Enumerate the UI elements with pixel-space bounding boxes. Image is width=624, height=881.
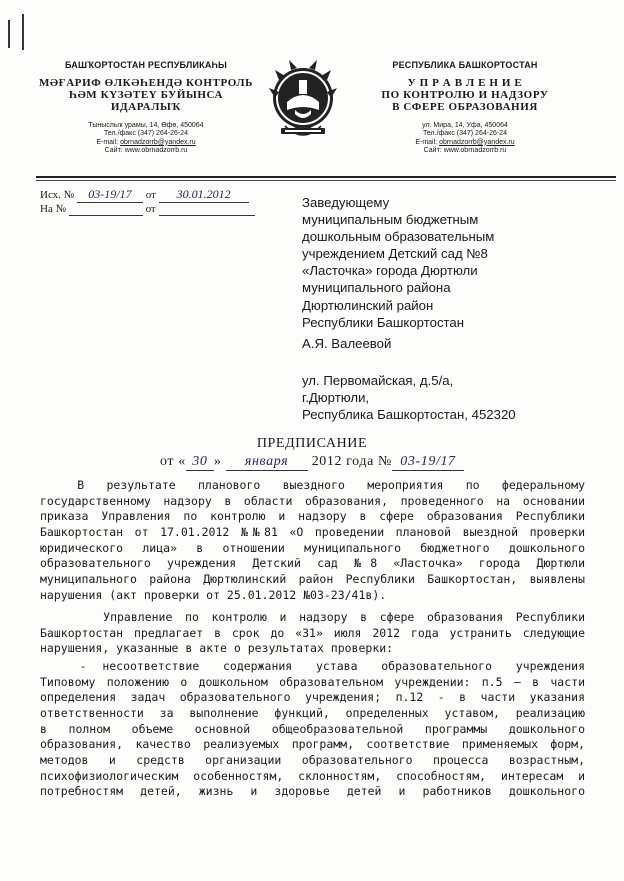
- org-name-bashkir: МӘҒАРИФ ӨЛКӘҺЕНДӘ КОНТРОЛЬ ҺӘМ КҮЗӘТЕҮ БУЙЫНСА ИДАРАЛЫҠ: [38, 77, 254, 113]
- emblem-icon: [265, 58, 341, 144]
- republic-name-bashkir: БАШҠОРТОСТАН РЕСПУБЛИКАҺЫ: [64, 60, 228, 70]
- outgoing-number: 03-19/17: [77, 187, 143, 203]
- republic-name-russian: РЕСПУБЛИКА БАШКОРТОСТАН: [392, 60, 538, 70]
- body-paragraph-violations: - несоответствие содержания устава образовательного учреждения Типовому положению о дошкольном образовательном учреждении: п.5 – в части определения задач образовательного учреждения; п.12 - в части указания ответственности за выполнение функций, определенных уставом, реализацию в полном объеме основной общеобразовательной программы дошкольного образования, качество реализуемых программ, соответствие применяемых форм, методов и средств организации образовательного процесса возрастным, психофизиологическим особенностям, склонностям, способностям, интересам и потребностям детей, жизнь и здоровье детей и работников дошкольного: [40, 659, 585, 799]
- addressee-block: Заведующему муниципальным бюджетным дошкольным образовательным учреждением Детский сад №8 «Ласточка» города Дюртюли муниципального района Дюртюлинский район Республики Башкортостан: [302, 195, 495, 330]
- margin-mark: [22, 14, 24, 50]
- title-number: 03-19/17: [392, 454, 464, 471]
- margin-mark: [8, 20, 10, 48]
- body-paragraph-findings: В результате планового выездного мероприятия по федеральному государственному надзору в области образования, проведенного на основании приказа Управления по контролю и надзору в сфере образования Республики Башкортостан от 17.01.2012 №№81 «О проведении плановой выездной проверки юридического лица» в отношении муниципального бюджетного дошкольного образовательного учреждения Детский сад №8 «Ласточка» города Дюртюли муниципального района Дюртюлинский район Республики Башкортостан, выявлены нарушения (акт проверки от 25.01.2012 №03-23/41в).: [40, 478, 585, 602]
- outgoing-reference: Исх. № 03-19/17 от 30.01.2012 На № от: [40, 187, 270, 216]
- header-divider-thin: [36, 180, 616, 181]
- addressee-name: А.Я. Валеевой: [302, 336, 392, 351]
- contacts-bashkir: Тыныслыҡ урамы, 14, Өфө, 450064 Тел./факс (347) 264-26-24 E-mail: obrnadzorrb@yandex.ru Сайт: www.obrnadzorrb.ru: [88, 122, 204, 154]
- contacts-russian: ул. Мира, 14, Уфа, 450064 Тел./факс (347) 264-26-24 E-mail: obrnadzorrb@yandex.ru Сайт: www.obrnadzorrb.ru: [415, 122, 515, 154]
- document-title: ПРЕДПИСАНИЕ: [256, 436, 368, 451]
- email-link[interactable]: obrnadzorrb@yandex.ru: [439, 138, 515, 146]
- body-paragraph-requirement: Управление по контролю и надзору в сфере образования Республики Башкортостан предлагает в срок до «31» июля 2012 года устранить следующие нарушения, указанные в акте о результатах проверки:: [40, 610, 585, 656]
- incoming-number-blank: [69, 203, 143, 216]
- header-right: [350, 60, 580, 155]
- coat-of-arms-emblem: [265, 58, 341, 144]
- addressee-address: ул. Первомайская, д.5/а, г.Дюртюли, Республика Башкортостан, 452320: [302, 373, 516, 423]
- email-link[interactable]: obrnadzorrb@yandex.ru: [120, 138, 196, 146]
- document-date-number: от « 30 » января 2012 года № 03-19/17: [0, 454, 624, 471]
- title-month: января: [226, 454, 308, 471]
- header-left: [36, 60, 256, 155]
- title-day: 30: [186, 454, 214, 471]
- header-divider-thick: [36, 176, 616, 178]
- outgoing-date: 30.01.2012: [159, 187, 249, 203]
- org-name-russian: У П Р А В Л Е Н И Е ПО КОНТРОЛЮ И НАДЗОРУ В СФЕРЕ ОБРАЗОВАНИЯ: [381, 77, 549, 113]
- incoming-date-blank: [159, 203, 255, 216]
